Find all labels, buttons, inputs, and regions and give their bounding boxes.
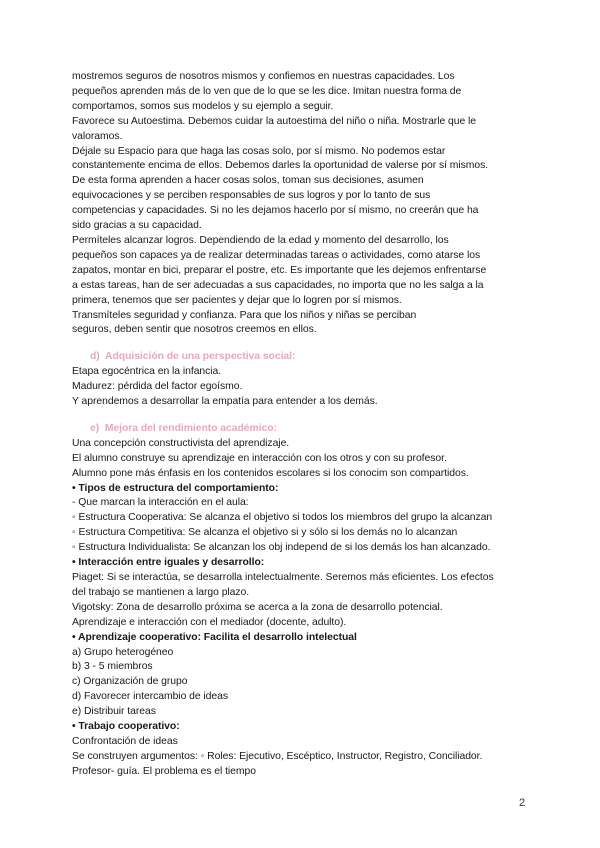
text-line: Déjale su Espacio para que haga las cosas solo, por sí mismo. No podemos estar [72, 145, 446, 157]
text-line: pequeños son capaces ya de realizar determinadas tareas o actividades, como atarse los [72, 249, 481, 261]
text-line: competencias y capacidades. Si no les dejamos hacerlo por sí mismo, no creerán que ha [72, 205, 479, 217]
text-line: Aprendizaje e interacción con el mediador (docente, adulto). [72, 616, 347, 628]
text-line: El alumno construye su aprendizaje en interacción con los otros y con su profesor. [72, 452, 447, 464]
text-line: seguros, deben sentir que nosotros creemos en ellos. [72, 324, 317, 336]
section-d [72, 350, 532, 410]
document-page-body [72, 70, 532, 780]
text-line: d) Favorecer intercambio de ideas [72, 691, 229, 703]
text-line: Profesor- guía. El problema es el tiempo [72, 765, 256, 777]
subheading-line: • Trabajo cooperativo: [72, 721, 180, 733]
text-line: a estas tareas, han de ser adecuadas a sus capacidades, no importa que no les salga a la [72, 279, 484, 291]
text-line: Se construyen argumentos: ◦ Roles: Ejecutivo, Escéptico, Instructor, Registro, Conciliador. [72, 750, 483, 762]
section-d-letter: d) [90, 351, 100, 363]
section-e-heading [72, 422, 532, 437]
text-line: Y aprendemos a desarrollar la empatía para entender a los demás. [72, 396, 378, 408]
text-line: Vigotsky: Zona de desarrollo próxima se acerca a la zona de desarrollo potencial. [72, 601, 443, 613]
text-line: equivocaciones y se perciben responsables de sus logros y por lo tanto de sus [72, 190, 431, 202]
text-line: Transmíteles seguridad y confianza. Para que los niños y niñas se perciban [72, 309, 417, 321]
text-line: Una concepción constructivista del aprendizaje. [72, 437, 290, 449]
section-e-title: Mejora del rendimiento académico: [104, 422, 277, 434]
subheading-line: • Aprendizaje cooperativo: Facilita el desarrollo intelectual [72, 631, 357, 643]
text-line: - Que marcan la interacción en el aula: [72, 497, 249, 509]
text-line: Piaget: Si se interactúa, se desarrolla intelectualmente. Seremos más eficientes. Los efectos [72, 572, 494, 583]
text-line: e) Distribuir tareas [72, 706, 156, 718]
section-e [72, 422, 532, 780]
subheading-line: • Tipos de estructura del comportamiento: [72, 482, 279, 494]
text-line: c) Organización de grupo [72, 676, 188, 688]
subheading-line: • Interacción entre iguales y desarrollo: [72, 557, 265, 569]
text-line: ◦ Estructura Cooperativa: Se alcanza el objetivo si todos los miembros del grupo la alcanzan [72, 512, 493, 524]
text-line: constantemente encima de ellos. Debemos darles la oportunidad de valerse por sí mismos. [72, 160, 489, 172]
page-number: 2 [519, 797, 526, 809]
section-e-lines [72, 437, 532, 780]
text-line: Favorece su Autoestima. Debemos cuidar la autoestima del niño o niña. Mostrarle que le [72, 115, 477, 127]
text-line: ◦ Estructura Individualista: Se alcanzan los obj independ de si los demás los han alcanzado. [72, 542, 491, 554]
section-e-letter: e) [90, 422, 100, 434]
section-d-heading [72, 350, 532, 365]
text-line: Permíteles alcanzar logros. Dependiendo de la edad y momento del desarrollo, los [72, 234, 449, 246]
text-line: primera, tenemos que ser pacientes y dejar que lo logren por sí mismos. [72, 294, 402, 306]
text-line: pequeños aprenden más de lo ven que de lo que se les dice. Imitan nuestra forma de [72, 85, 462, 97]
text-line: a) Grupo heterogéneo [72, 646, 174, 658]
text-line: sido gracias a su capacidad. [72, 220, 202, 232]
paragraph-top [72, 70, 532, 338]
text-line: De esta forma aprenden a hacer cosas solos, toman sus decisiones, asumen [72, 175, 424, 187]
text-line: del trabajo se mantienen a largo plazo. [72, 586, 250, 598]
section-d-title: Adquisición de una perspectiva social: [105, 351, 296, 363]
text-line: Madurez: pérdida del factor egoísmo. [72, 381, 243, 393]
text-line: ◦ Estructura Competitiva: Se alcanza el objetivo si y sólo si los demás no lo alcanzan [72, 527, 458, 539]
text-line: comportamos, somos sus modelos y su ejemplo a seguir. [72, 100, 334, 112]
text-line: Etapa egocéntrica en la infancia. [72, 366, 222, 378]
text-line: Confrontación de ideas [72, 735, 178, 747]
text-line: zapatos, montar en bici, preparar el postre, etc. Es importante que les dejemos enfrentarse [72, 264, 487, 276]
text-line: valoramos. [72, 130, 123, 142]
text-line: b) 3 - 5 miembros [72, 661, 153, 673]
text-line: Alumno pone más énfasis en los contenidos escolares si los conocim son compartidos. [72, 467, 469, 479]
text-line: mostremos seguros de nosotros mismos y confiemos en nuestras capacidades. Los [72, 71, 455, 82]
